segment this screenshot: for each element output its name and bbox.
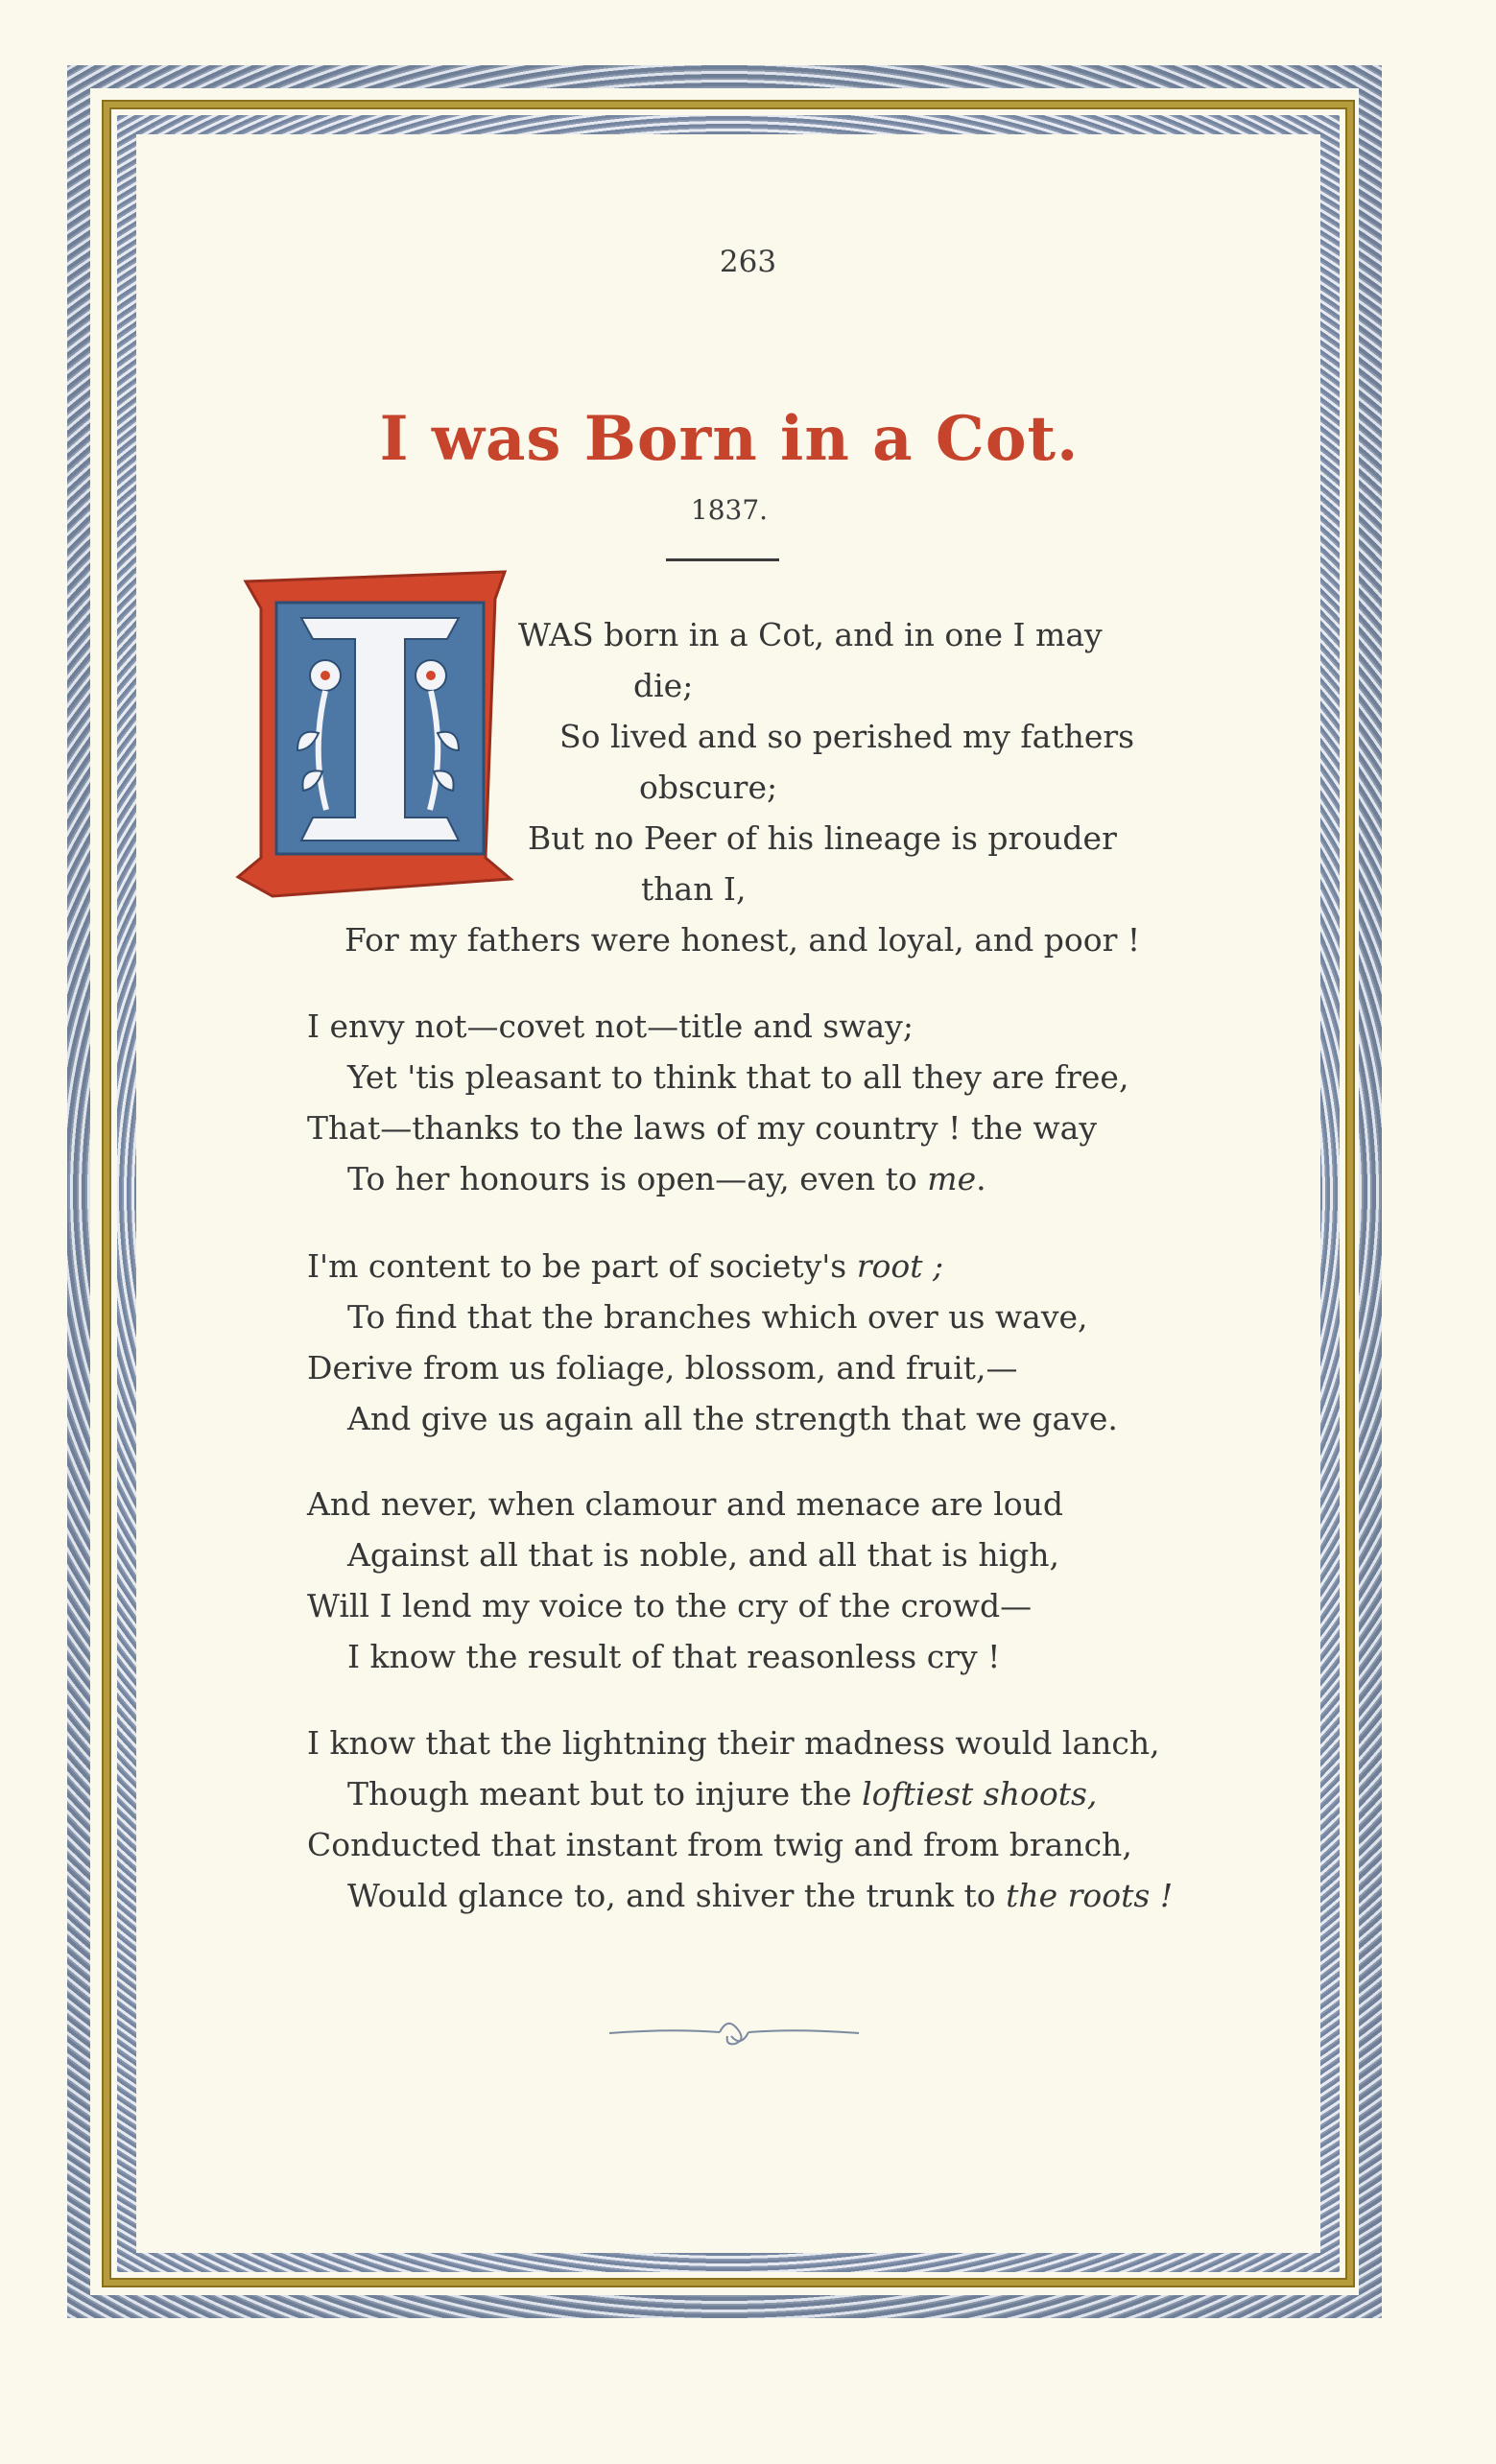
poem-line: I envy not—covet not—title and sway; [307,1007,914,1045]
poem-line: And give us again all the strength that we gave. [347,1400,1118,1437]
poem-line: To find that the branches which over us wave, [347,1298,1088,1336]
page-number: 263 [719,245,777,279]
poem-line: That—thanks to the laws of my country ! the way [307,1109,1097,1147]
poem-line: than I, [641,870,747,908]
poem-line: Conducted that instant from twig and from branch, [307,1826,1132,1863]
poem-line: WAS born in a Cot, and in one I may [518,616,1103,653]
poem-line: obscure; [639,769,778,806]
poem-line: Would glance to, and shiver the trunk to the roots ! [347,1877,1174,1914]
poem-line: Though meant but to injure the loftiest shoots, [347,1775,1098,1812]
poem-line: I know the result of that reasonless cry ! [347,1638,1001,1675]
poem-line: To her honours is open—ay, even to me. [347,1160,986,1197]
poem-line: I know that the lightning their madness would lanch, [307,1724,1160,1762]
poem-line: I'm content to be part of society's root ; [307,1247,944,1285]
flourish-ornament-icon [605,2009,864,2057]
poem-line: Against all that is noble, and all that is high, [347,1536,1060,1574]
poem-line: die; [633,667,694,704]
poem-year: 1837. [690,494,769,526]
poem-line: But no Peer of his lineage is prouder [528,819,1117,857]
poem-line: So lived and so perished my fathers [559,718,1135,755]
poem-line: And never, when clamour and menace are loud [307,1485,1064,1523]
poem-line: For my fathers were honest, and loyal, and poor ! [344,921,1141,959]
illuminated-initial-i [234,570,514,898]
poem-title: I was Born in a Cot. [379,403,1080,475]
poem-line: Yet 'tis pleasant to think that to all they are free, [347,1058,1129,1096]
poem-line: Derive from us foliage, blossom, and fruit,— [307,1349,1018,1386]
poem-line: Will I lend my voice to the cry of the crowd— [307,1587,1033,1624]
title-rule [666,558,779,561]
